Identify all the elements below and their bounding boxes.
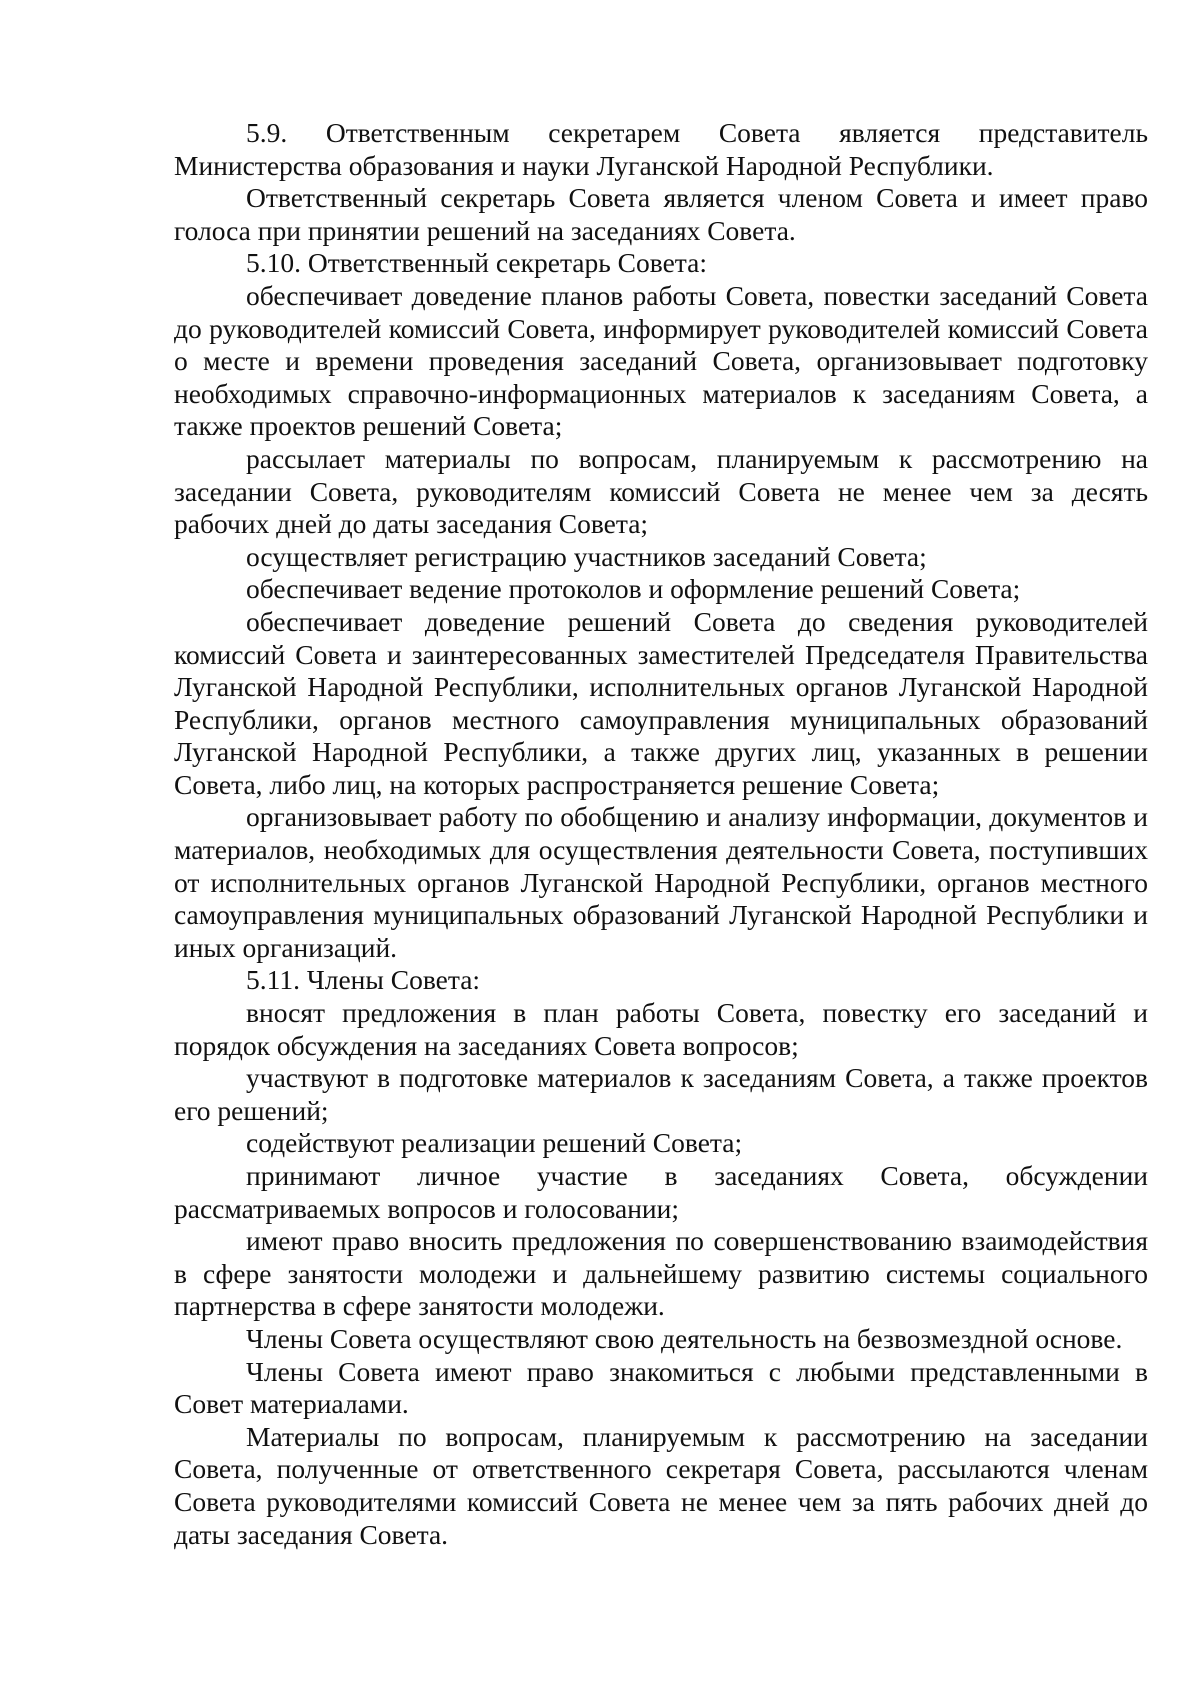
paragraph-5-9: 5.9. Ответственным секретарем Совета является представитель Министерства образования и науки Луганской Народной Республики. [174, 117, 1148, 181]
paragraph-members-preparation: участвуют в подготовке материалов к заседаниям Совета, а также проектов его решений; [174, 1062, 1148, 1126]
paragraph-5-10-heading: 5.10. Ответственный секретарь Совета: [246, 247, 708, 279]
paragraph-secretary-mailing: рассылает материалы по вопросам, планируемым к рассмотрению на заседании Совета, руководителям комиссий Совета не менее чем за десять рабочих дней до даты заседания Совета; [174, 442, 1148, 540]
paragraph-materials-distribution: Материалы по вопросам, планируемым к рассмотрению на заседании Совета, полученные от ответственного секретаря Совета, рассылаются членам Совета руководителями комиссий Совета не менее чем за пять рабочих дней до даты заседания Совета. [174, 1420, 1148, 1550]
paragraph-secretary-plans: обеспечивает доведение планов работы Совета, повестки заседаний Совета до руководителей комиссий Совета, информирует руководителей комиссий Совета о месте и времени проведения заседаний Совета, организовывает подготовку необходимых справочно-информационных материалов к заседаниям Совета, а также проектов решений Совета; [174, 279, 1148, 442]
paragraph-secretary-registration: осуществляет регистрацию участников заседаний Совета; [246, 540, 927, 572]
paragraph-secretary-decisions: обеспечивает доведение решений Совета до сведения руководителей комиссий Совета и заинтересованных заместителей Председателя Правительства Луганской Народной Республики, исполнительных органов Луганской Народной Республики, органов местного самоуправления муниципальных образований Луганской Народной Республики, а также других лиц, указанных в решении Совета, либо лиц, на которых распространяется решение Совета; [174, 605, 1148, 800]
paragraph-secretary-protocols: обеспечивает ведение протоколов и оформление решений Совета; [246, 573, 1021, 605]
paragraph-members-proposals: вносят предложения в план работы Совета, повестку его заседаний и порядок обсуждения на заседаниях Совета вопросов; [174, 997, 1148, 1061]
paragraph-members-implementation: содействуют реализации решений Совета; [246, 1127, 743, 1159]
document-body [174, 117, 1148, 1551]
paragraph-5-11-heading: 5.11. Члены Совета: [246, 964, 481, 996]
paragraph-members-participation: принимают личное участие в заседаниях Совета, обсуждении рассматриваемых вопросов и голосовании; [174, 1160, 1148, 1224]
paragraph-members-unpaid: Члены Совета осуществляют свою деятельность на безвозмездной основе. [246, 1322, 1123, 1354]
paragraph-secretary-analysis: организовывает работу по обобщению и анализу информации, документов и материалов, необходимых для осуществления деятельности Совета, поступивших от исполнительных органов Луганской Народной Республики, органов местного самоуправления муниципальных образований Луганской Народной Республики и иных организаций. [174, 801, 1148, 963]
paragraph-members-rights: имеют право вносить предложения по совершенствованию взаимодействия в сфере занятости молодежи и дальнейшему развитию системы социального партнерства в сфере занятости молодежи. [174, 1225, 1148, 1322]
paragraph-secretary-member: Ответственный секретарь Совета является членом Совета и имеет право голоса при принятии решений на заседаниях Совета. [174, 182, 1148, 246]
paragraph-members-materials-access: Члены Совета имеют право знакомиться с любыми представленными в Совет материалами. [174, 1355, 1148, 1420]
